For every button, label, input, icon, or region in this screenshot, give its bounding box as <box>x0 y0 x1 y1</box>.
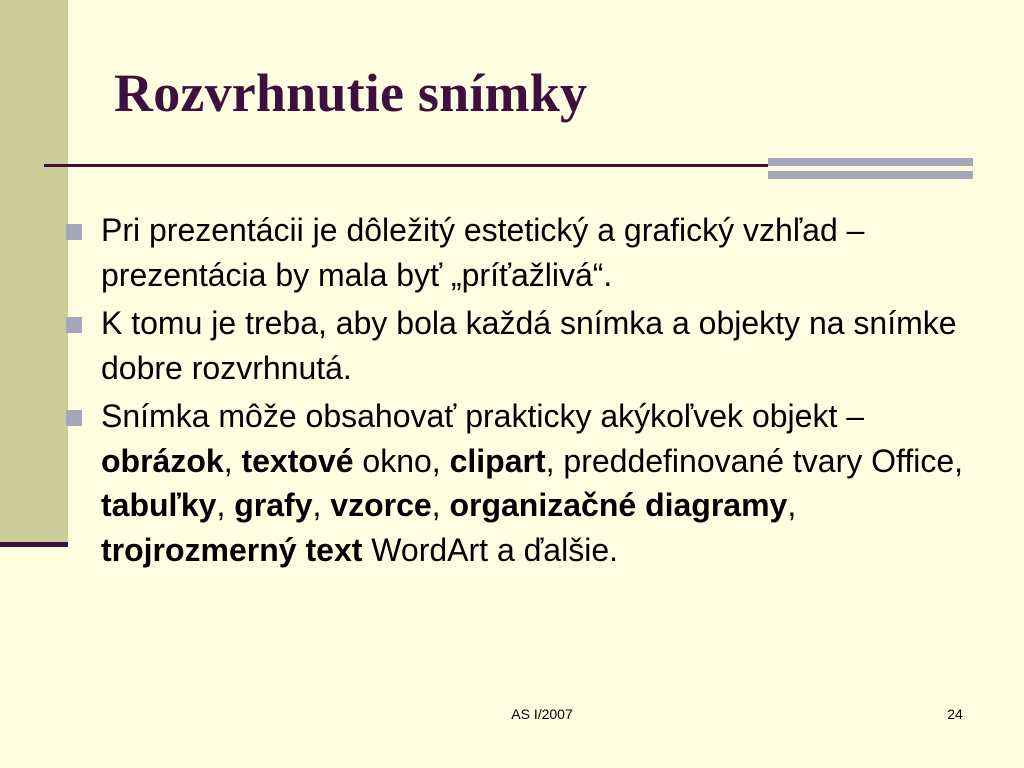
bullet-item <box>66 301 986 390</box>
text-run: Pri prezentácii je dôležitý estetický a grafický vzhľad – prezentácia by mala byť „príťažlivá“. <box>101 212 865 293</box>
square-bullet-icon <box>66 410 82 426</box>
text-run: , <box>787 487 797 523</box>
bullet-text <box>101 212 864 293</box>
bold-term: clipart <box>449 442 546 479</box>
bold-term: organizačné diagramy <box>449 487 788 523</box>
square-bullet-icon <box>66 317 82 333</box>
bullet-item <box>66 394 986 572</box>
text-run: Snímka môže obsahovať prakticky akýkoľvek objekt – <box>101 398 865 434</box>
bold-term: textové <box>241 442 354 479</box>
side-decor-line <box>0 542 68 547</box>
bullet-text <box>101 398 963 568</box>
text-run: , <box>431 487 450 523</box>
square-bullet-icon <box>66 224 82 240</box>
bullet-list <box>66 208 986 576</box>
bold-term: vzorce <box>330 487 432 523</box>
bold-term: trojrozmerný text <box>101 531 363 568</box>
text-run: okno, <box>353 442 450 479</box>
text-run: , <box>312 487 331 523</box>
text-run: WordArt a ďalšie. <box>362 531 618 568</box>
bold-term: grafy <box>234 487 313 523</box>
bullet-text <box>101 305 957 386</box>
text-run: , <box>223 442 242 479</box>
text-run: , preddefinované tvary Office, <box>545 442 964 479</box>
text-run: K tomu je treba, aby bola každá snímka a objekty na snímke dobre rozvrhnutá. <box>101 305 957 386</box>
footer-text: AS I/2007 <box>511 706 573 722</box>
accent-bar-bottom <box>768 171 973 179</box>
bullet-item <box>66 208 986 297</box>
slide-number: 24 <box>947 706 963 722</box>
slide-title: Rozvrhnutie snímky <box>114 63 588 123</box>
side-decor-band <box>0 0 68 542</box>
bold-term: tabuľky <box>101 487 217 523</box>
accent-bar-top <box>768 158 973 166</box>
bold-term: obrázok <box>101 442 224 479</box>
text-run: , <box>216 487 235 523</box>
title-divider <box>44 164 768 167</box>
